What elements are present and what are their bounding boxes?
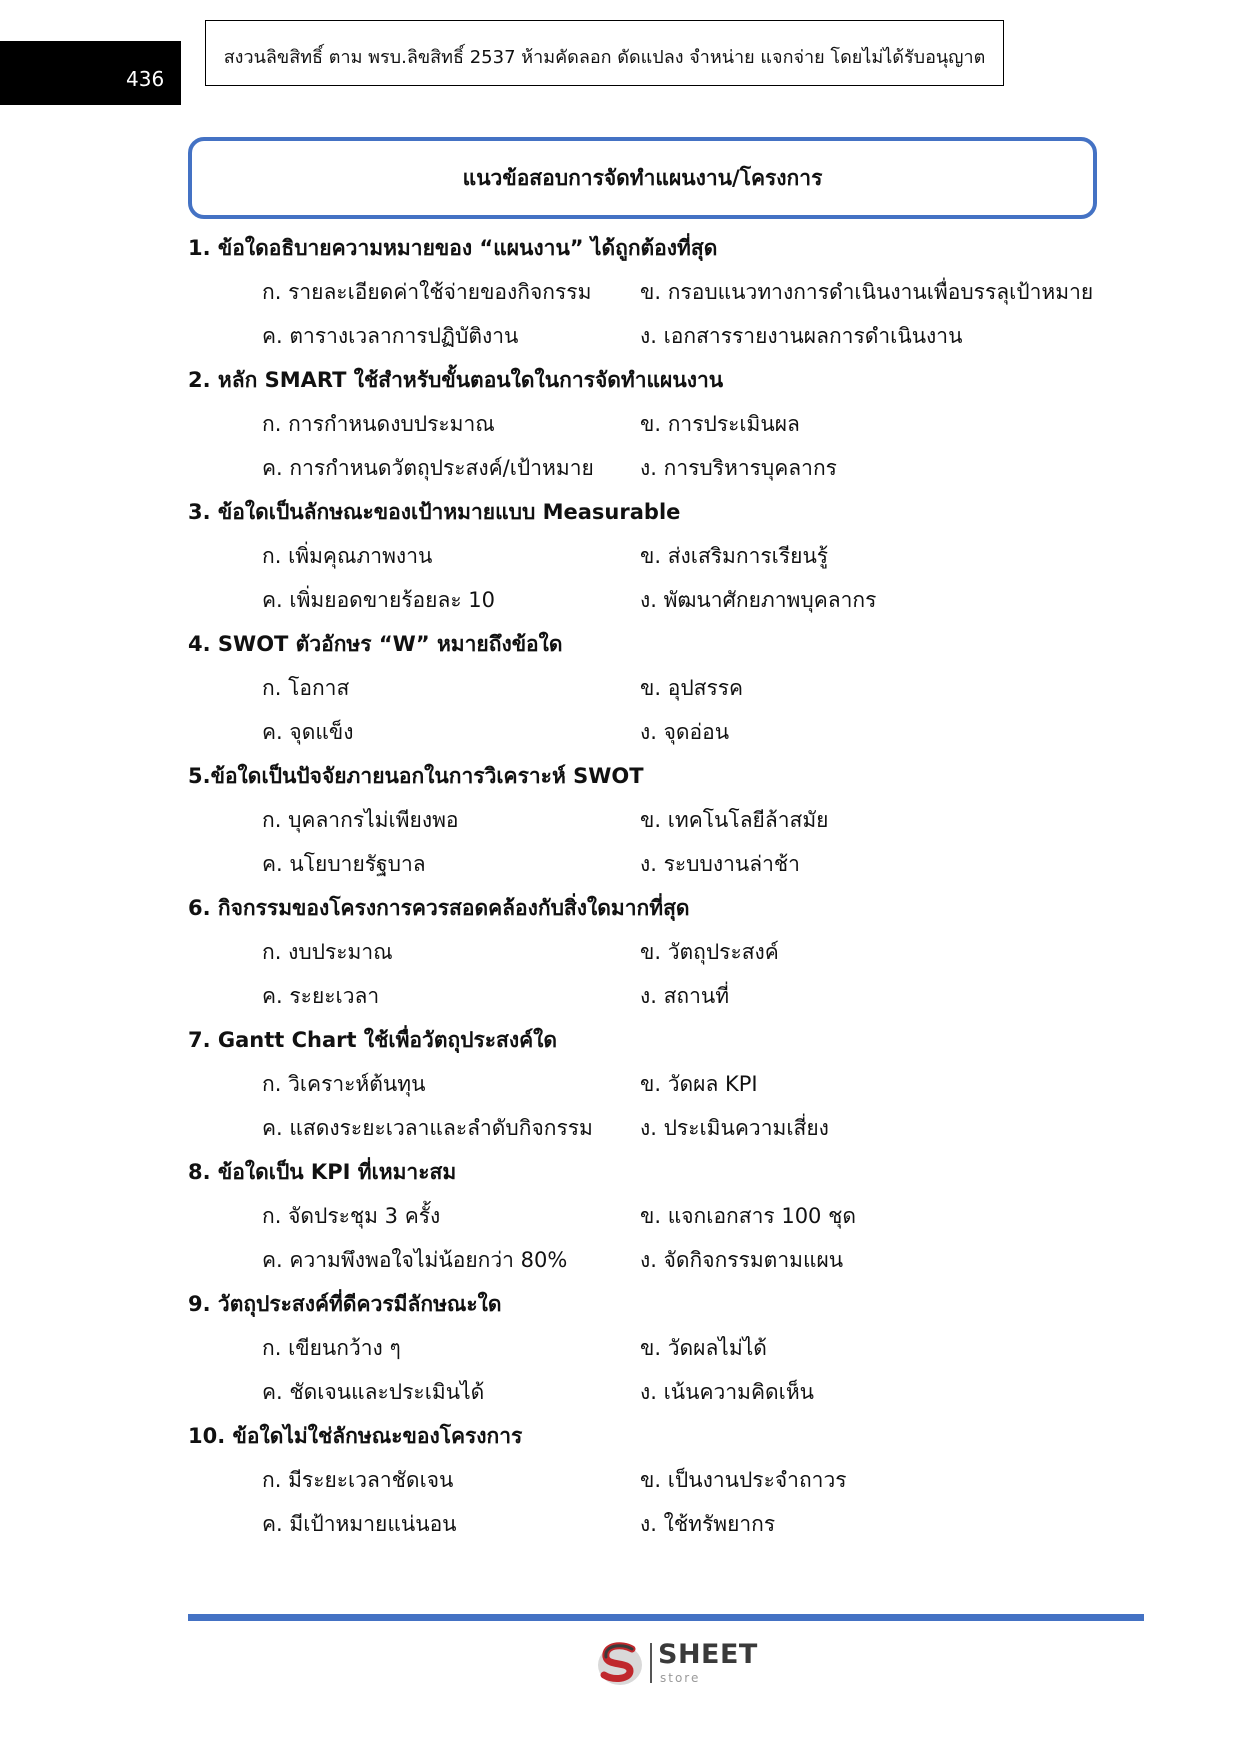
question-item [188,490,1188,622]
choice-d: ง. การบริหารบุคลากร [640,456,837,480]
choice-row [188,1062,1188,1106]
choice-row [188,314,1188,358]
choice-c: ค. ตารางเวลาการปฏิบัติงาน [262,324,519,348]
choice-d: ง. ใช้ทรัพยากร [640,1512,776,1536]
logo-divider [650,1643,652,1683]
choice-d: ง. ระบบงานล่าช้า [640,852,800,876]
question-text: 4. SWOT ตัวอักษร “W” หมายถึงข้อใด [188,632,563,656]
choice-a: ก. บุคลากรไม่เพียงพอ [262,808,459,832]
choice-c: ค. นโยบายรัฐบาล [262,852,426,876]
page-title: แนวข้อสอบการจัดทำแผนงาน/โครงการ [188,137,1097,219]
choice-d: ง. จัดกิจกรรมตามแผน [640,1248,844,1272]
question-item [188,886,1188,1018]
choice-b: ข. วัตถุประสงค์ [640,940,779,964]
logo-name: SHEET [658,1639,758,1670]
choice-b: ข. เป็นงานประจำถาวร [640,1468,847,1492]
sheet-store-logo [592,1635,762,1691]
choice-c: ค. ความพึงพอใจไม่น้อยกว่า 80% [262,1248,568,1272]
choice-d: ง. สถานที่ [640,984,730,1008]
question-text: 2. หลัก SMART ใช้สำหรับขั้นตอนใดในการจัดทำแผนงาน [188,368,724,392]
choice-row [188,710,1188,754]
choice-row [188,1502,1188,1546]
question-text: 9. วัตถุประสงค์ที่ดีควรมีลักษณะใด [188,1292,502,1316]
choice-c: ค. ระยะเวลา [262,984,380,1008]
choice-row [188,534,1188,578]
question-item [188,1018,1188,1150]
question-item [188,1414,1188,1546]
question-text: 3. ข้อใดเป็นลักษณะของเป้าหมายแบบ Measurable [188,500,681,524]
choice-c: ค. จุดแข็ง [262,720,354,744]
choice-b: ข. การประเมินผล [640,412,800,436]
page-number-block [0,41,181,105]
choice-a: ก. โอกาส [262,676,350,700]
question-text: 1. ข้อใดอธิบายความหมายของ “แผนงาน” ได้ถูกต้องที่สุด [188,236,718,260]
choice-row [188,974,1188,1018]
choice-row [188,270,1188,314]
choice-b: ข. วัดผล KPI [640,1072,758,1096]
choice-row [188,402,1188,446]
choice-b: ข. กรอบแนวทางการดำเนินงานเพื่อบรรลุเป้าหมาย [640,280,1094,304]
choice-a: ก. มีระยะเวลาชัดเจน [262,1468,454,1492]
choice-row [188,1194,1188,1238]
copyright-notice: สงวนลิขสิทธิ์ ตาม พรบ.ลิขสิทธิ์ 2537 ห้ามคัดลอก ดัดแปลง จำหน่าย แจกจ่าย โดยไม่ได้รับอนุญาต [205,20,1004,86]
question-item [188,226,1188,358]
choice-a: ก. งบประมาณ [262,940,393,964]
choice-d: ง. จุดอ่อน [640,720,730,744]
choice-c: ค. การกำหนดวัตถุประสงค์/เป้าหมาย [262,456,594,480]
choice-b: ข. เทคโนโลยีล้าสมัย [640,808,829,832]
choice-row [188,1106,1188,1150]
choice-row [188,798,1188,842]
question-item [188,1282,1188,1414]
choice-d: ง. เอกสารรายงานผลการดำเนินงาน [640,324,963,348]
choice-c: ค. มีเป้าหมายแน่นอน [262,1512,457,1536]
question-item [188,1150,1188,1282]
choice-d: ง. เน้นความคิดเห็น [640,1380,815,1404]
choice-row [188,578,1188,622]
question-list [188,226,1188,1546]
question-text: 10. ข้อใดไม่ใช่ลักษณะของโครงการ [188,1424,523,1448]
choice-a: ก. เขียนกว้าง ๆ [262,1336,401,1360]
choice-d: ง. ประเมินความเสี่ยง [640,1116,829,1140]
choice-row [188,1370,1188,1414]
choice-a: ก. วิเคราะห์ต้นทุน [262,1072,426,1096]
choice-d: ง. พัฒนาศักยภาพบุคลากร [640,588,877,612]
choice-row [188,666,1188,710]
question-text: 8. ข้อใดเป็น KPI ที่เหมาะสม [188,1160,457,1184]
choice-row [188,1326,1188,1370]
choice-b: ข. อุปสรรค [640,676,744,700]
question-item [188,754,1188,886]
choice-a: ก. การกำหนดงบประมาณ [262,412,495,436]
choice-row [188,930,1188,974]
choice-row [188,842,1188,886]
choice-a: ก. รายละเอียดค่าใช้จ่ายของกิจกรรม [262,280,592,304]
choice-row [188,1238,1188,1282]
choice-row [188,446,1188,490]
footer-divider [188,1614,1144,1621]
choice-a: ก. จัดประชุม 3 ครั้ง [262,1204,441,1228]
choice-b: ข. วัดผลไม่ได้ [640,1336,767,1360]
logo-subtitle: store [660,1671,701,1685]
choice-c: ค. เพิ่มยอดขายร้อยละ 10 [262,588,496,612]
choice-a: ก. เพิ่มคุณภาพงาน [262,544,433,568]
choice-row [188,1458,1188,1502]
question-text: 5.ข้อใดเป็นปัจจัยภายนอกในการวิเคราะห์ SWOT [188,764,644,788]
choice-c: ค. ชัดเจนและประเมินได้ [262,1380,485,1404]
question-text: 6. กิจกรรมของโครงการควรสอดคล้องกับสิ่งใดมากที่สุด [188,896,690,920]
question-item [188,622,1188,754]
page-number: 436 [126,67,165,91]
question-text: 7. Gantt Chart ใช้เพื่อวัตถุประสงค์ใด [188,1028,558,1052]
question-item [188,358,1188,490]
choice-b: ข. แจกเอกสาร 100 ชุด [640,1204,856,1228]
sheet-store-logo-icon [592,1635,648,1691]
choice-c: ค. แสดงระยะเวลาและลำดับกิจกรรม [262,1116,593,1140]
choice-b: ข. ส่งเสริมการเรียนรู้ [640,544,829,568]
